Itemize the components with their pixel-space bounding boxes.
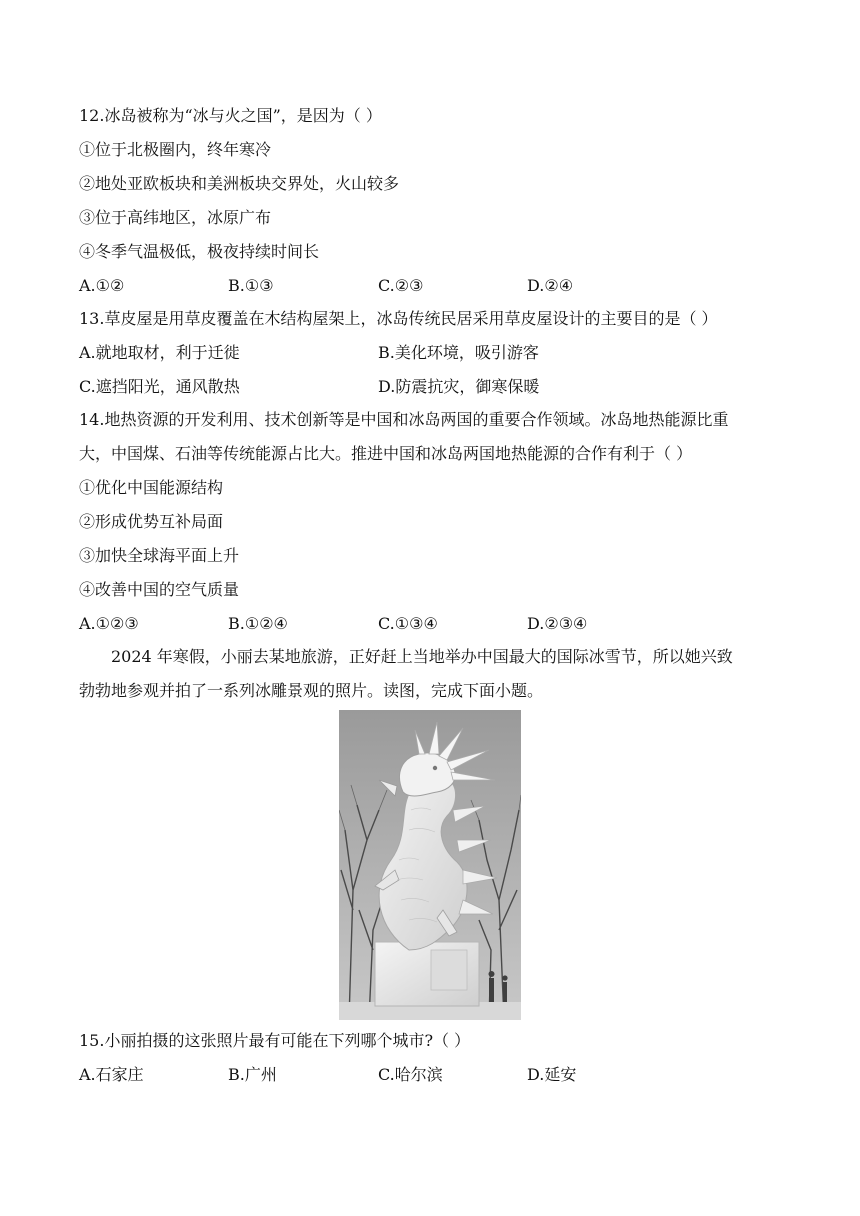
q14-option-c: C.①③④ bbox=[378, 614, 438, 633]
q14-stem-line-1: 14.地热资源的开发利用、技术创新等是中国和冰岛两国的重要合作领域。冰岛地热能源比重 bbox=[79, 410, 729, 429]
q14-option-b: B.①②④ bbox=[228, 614, 288, 633]
q15-option-a: A.石家庄 bbox=[79, 1065, 144, 1084]
q15-option-b: B.广州 bbox=[228, 1065, 277, 1084]
q13-option-b: B.美化环境，吸引游客 bbox=[378, 343, 539, 362]
q12-item-2: ②地处亚欧板块和美洲板块交界处，火山较多 bbox=[79, 174, 400, 193]
q13-option-d: D.防震抗灾，御寒保暖 bbox=[378, 377, 540, 396]
q15-stem: 15.小丽拍摄的这张照片最有可能在下列哪个城市?（ ） bbox=[79, 1031, 471, 1050]
q14-option-d: D.②③④ bbox=[527, 614, 588, 633]
q12-option-b: B.①③ bbox=[228, 276, 274, 295]
q13-option-c: C.遮挡阳光，通风散热 bbox=[79, 377, 240, 396]
intro-line-1: 2024 年寒假，小丽去某地旅游，正好赶上当地举办中国最大的国际冰雪节，所以她兴致 bbox=[111, 647, 733, 666]
q13-option-a: A.就地取材，利于迁徙 bbox=[79, 343, 240, 362]
q12-option-a: A.①② bbox=[79, 276, 125, 295]
q14-item-1: ①优化中国能源结构 bbox=[79, 478, 224, 497]
q12-item-4: ④冬季气温极低，极夜持续时间长 bbox=[79, 242, 320, 261]
q14-item-4: ④改善中国的空气质量 bbox=[79, 580, 240, 599]
ice-dragon-illustration bbox=[339, 710, 521, 1020]
q14-stem-line-2: 大，中国煤、石油等传统能源占比大。推进中国和冰岛两国地热能源的合作有利于（ ） bbox=[79, 444, 693, 463]
q12-item-3: ③位于高纬地区，冰原广布 bbox=[79, 208, 272, 227]
q14-item-2: ②形成优势互补局面 bbox=[79, 512, 224, 531]
q15-option-d: D.延安 bbox=[527, 1065, 577, 1084]
q12-option-c: C.②③ bbox=[378, 276, 424, 295]
q13-stem: 13.草皮屋是用草皮覆盖在木结构屋架上，冰岛传统民居采用草皮屋设计的主要目的是（ ） bbox=[79, 309, 718, 328]
q12-stem: 12.冰岛被称为“冰与火之国”，是因为（ ） bbox=[79, 106, 382, 125]
q12-option-d: D.②④ bbox=[527, 276, 574, 295]
q12-item-1: ①位于北极圈内，终年寒冷 bbox=[79, 140, 272, 159]
ice-dragon-photo bbox=[339, 710, 521, 1020]
q15-option-c: C.哈尔滨 bbox=[378, 1065, 443, 1084]
intro-line-2: 勃勃地参观并拍了一系列冰雕景观的照片。读图，完成下面小题。 bbox=[79, 681, 544, 700]
q14-option-a: A.①②③ bbox=[79, 614, 139, 633]
q14-item-3: ③加快全球海平面上升 bbox=[79, 546, 240, 565]
